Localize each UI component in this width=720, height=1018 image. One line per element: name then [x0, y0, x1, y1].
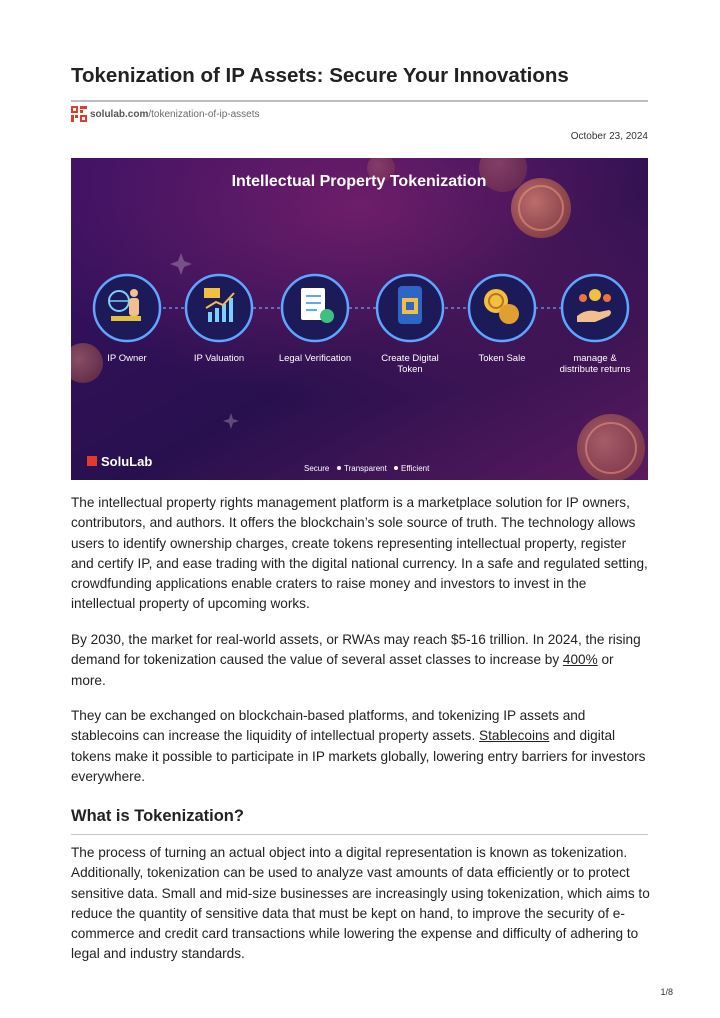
step-label-1: IP Owner	[107, 353, 147, 364]
step-create-digital-token	[377, 275, 443, 341]
paragraph-1: The intellectual property rights management platform is a marketplace solution for IP owners, contributors, and authors. It offers the blockchain’s sole source of truth. The technology allows users to identify ownership charges, create tokens representing intellectual property, register and certify IP, and ease trading with the digital national currency. In a safe and regulated setting, crowdfunding applications enable craters to raise money and investors to invest in the intellectual property of upcoming works.	[71, 495, 648, 612]
step-label-3: Legal Verification	[278, 353, 352, 364]
step-label-4b: Token	[397, 364, 423, 375]
link-stablecoins[interactable]: Stablecoins	[479, 728, 550, 744]
step-label-2: IP Valuation	[193, 353, 245, 364]
tag-secure: Secure	[304, 464, 330, 473]
paragraph-3-tail: and digital tokens make it possible to participate in IP markets globally, lowering entry barriers for investors everywhere.	[71, 728, 646, 784]
publish-date: October 23, 2024	[570, 131, 648, 142]
source-link[interactable]	[71, 106, 260, 122]
paragraph-4: The process of turning an actual object into a digital representation is known as tokenization. Additionally, tokenization can be used to analyze vast amounts of data efficiently or to protect sensitive data. Small and mid-size businesses are increasingly using tokenization, which aims to reduce the quantity of sensitive data that must be kept on hand, to improve the security of e-commerce and credit card transactions while lowering the expense and difficulty of adhering to legal and industry standards.	[71, 845, 650, 962]
step-label-4: Create Digital	[381, 353, 439, 364]
section-divider	[71, 834, 648, 835]
paragraph-2-text: By 2030, the market for real-world assets, or RWAs may reach $5-16 trillion. In 2024, the rising demand for tokenization caused the value of several asset classes to increase by	[71, 632, 641, 668]
title-divider	[71, 100, 648, 102]
step-manage-distribute	[562, 275, 628, 341]
link-400-percent[interactable]: 400%	[562, 652, 598, 668]
page-title: Tokenization of IP Assets: Secure Your Innovations	[71, 64, 569, 87]
source-domain: solulab.com	[90, 108, 149, 120]
page-number: 1/8	[660, 987, 673, 997]
step-ip-valuation	[186, 275, 252, 341]
source-path: /tokenization-of-ip-assets	[148, 108, 260, 120]
step-label-6: manage &	[573, 353, 617, 364]
paragraph-3	[71, 706, 651, 787]
hero-image	[71, 158, 648, 480]
paragraph-2-tail: or more.	[71, 652, 614, 688]
tag-transparent: Transparent	[344, 464, 387, 473]
tag-efficient: Efficient	[401, 464, 430, 473]
solulab-logo-icon	[71, 106, 87, 122]
step-token-sale	[469, 275, 535, 341]
paragraph-3-text: They can be exchanged on blockchain-based platforms, and tokenizing IP assets and stablecoins can increase the liquidity of intellectual property assets.	[71, 708, 586, 744]
step-legal-verification	[282, 275, 348, 341]
step-label-6b: distribute returns	[559, 364, 631, 375]
hero-heading: Intellectual Property Tokenization	[231, 173, 487, 190]
step-label-5: Token Sale	[478, 353, 526, 364]
section-heading: What is Tokenization?	[71, 807, 244, 825]
hero-brand: SoluLab	[101, 454, 153, 469]
paragraph-2	[71, 630, 651, 691]
step-ip-owner	[94, 275, 160, 341]
